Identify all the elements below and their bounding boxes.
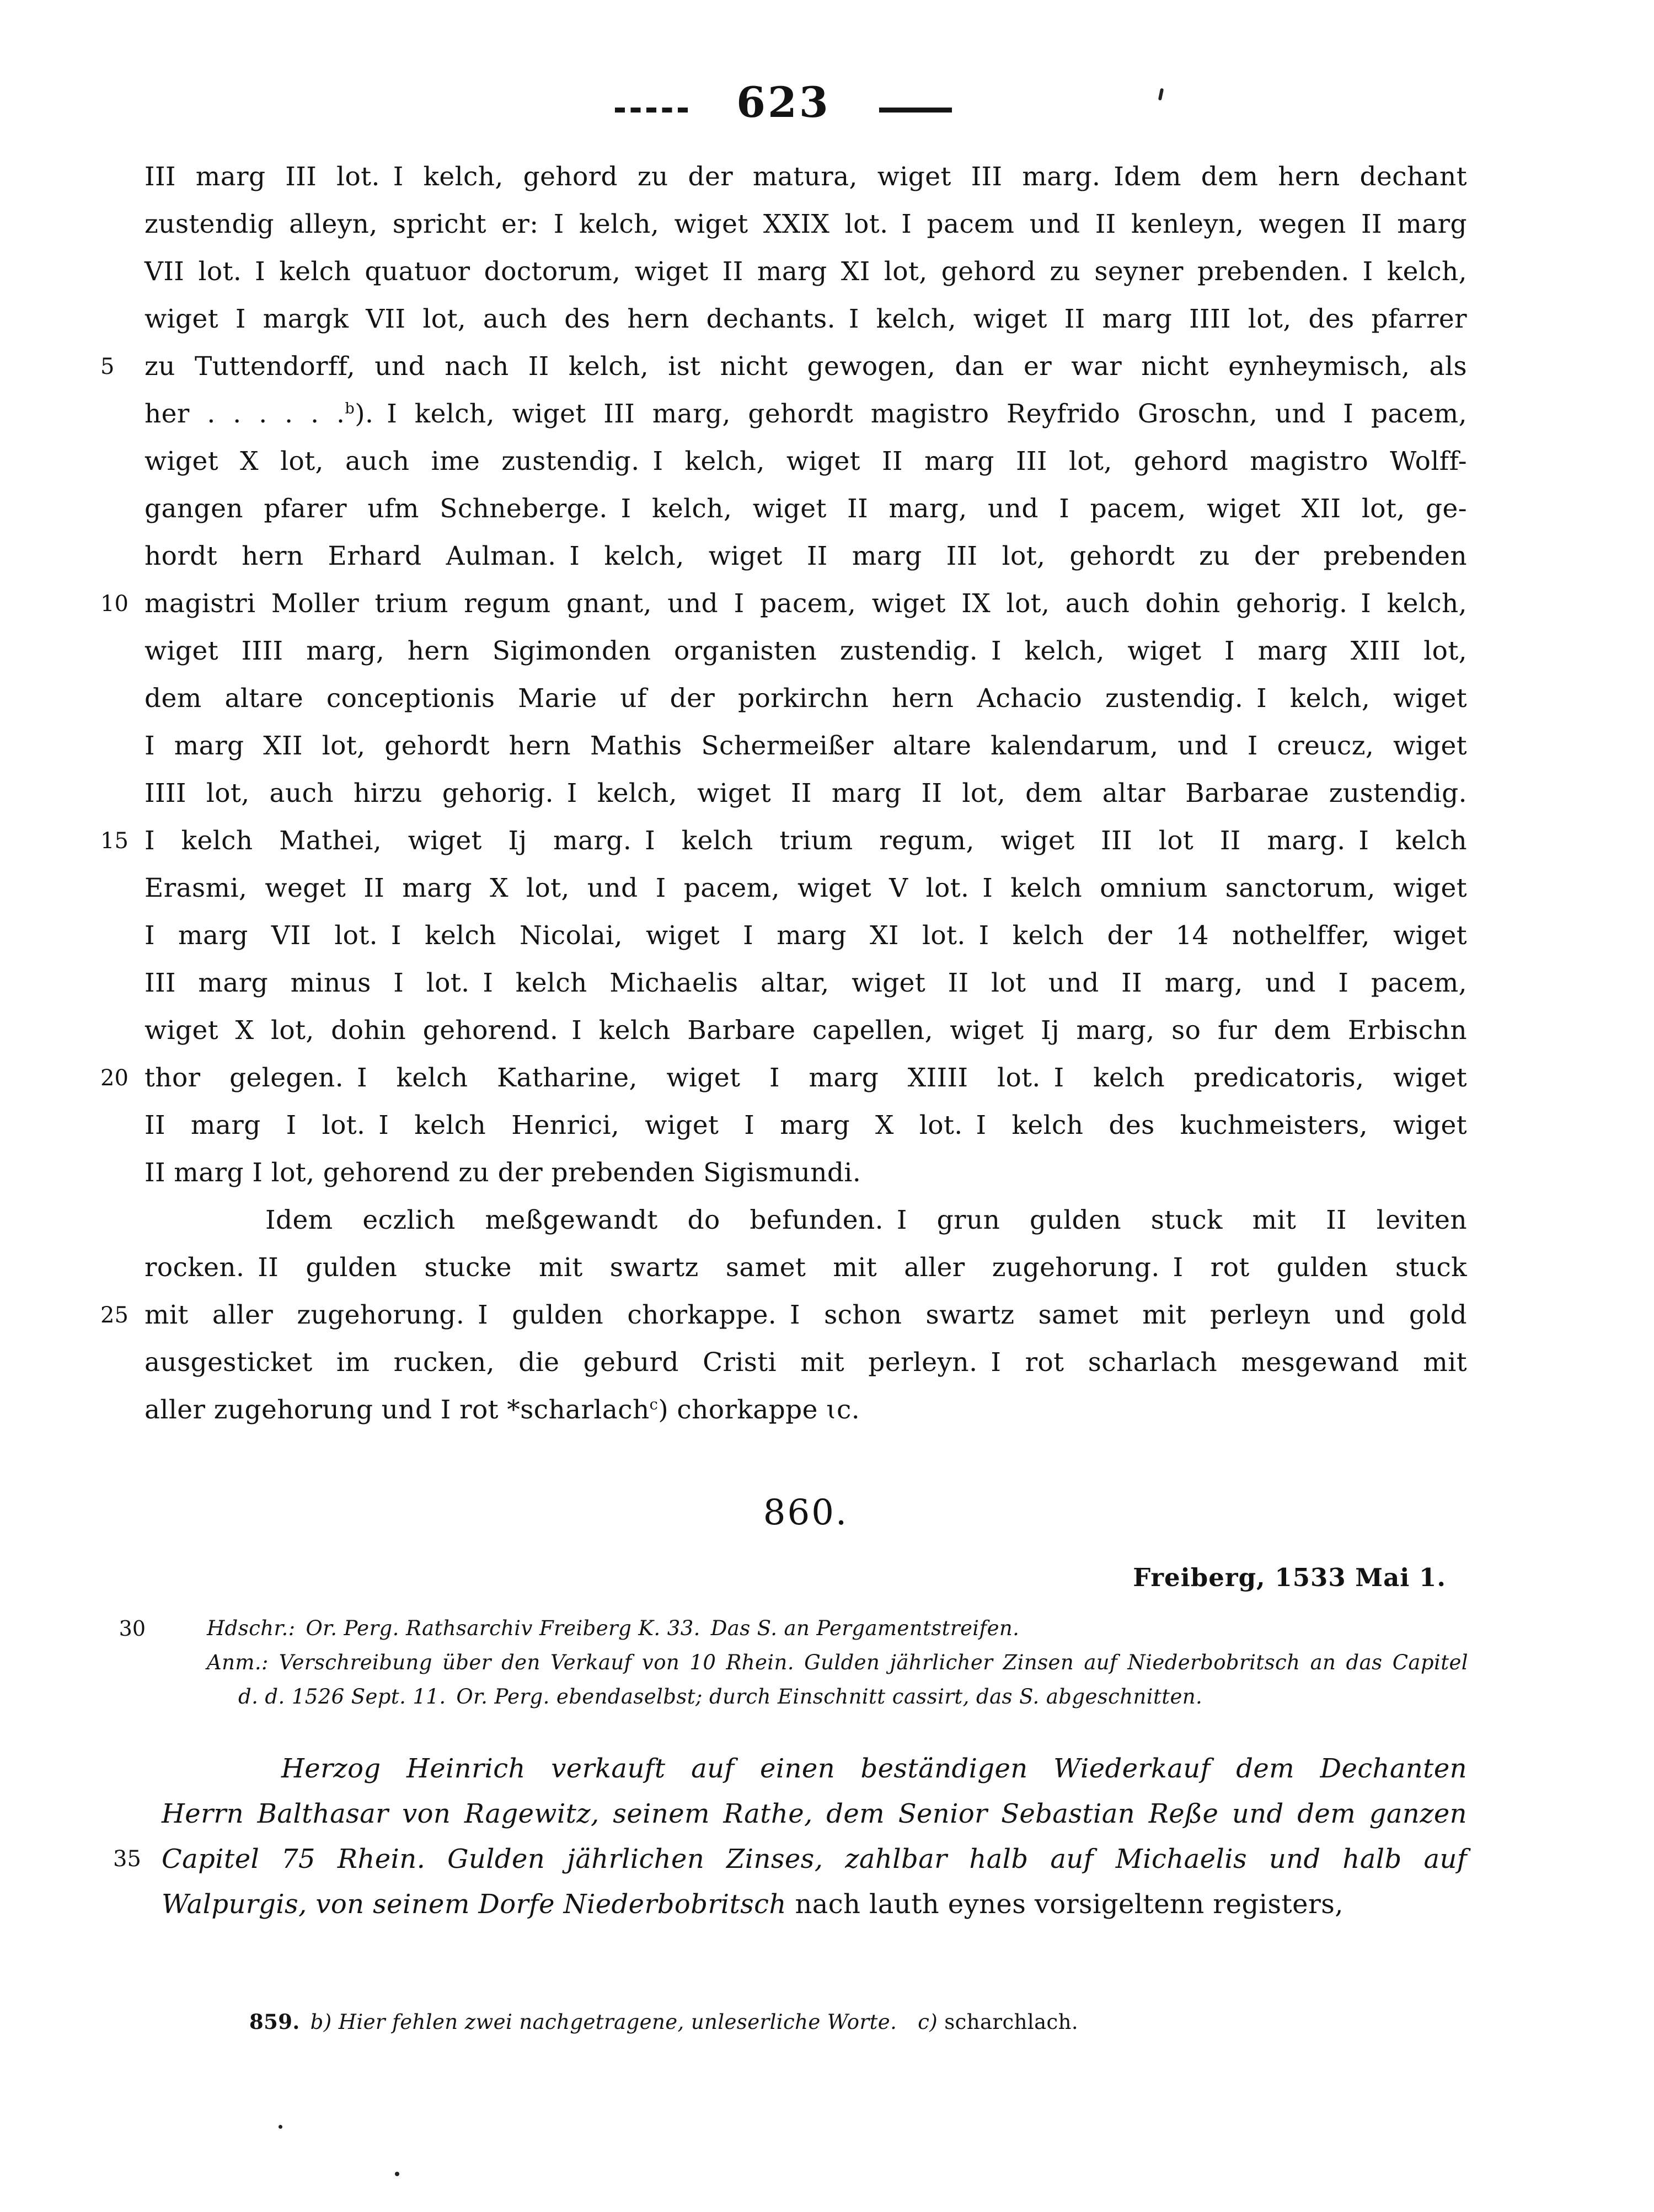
text-line [144, 248, 1467, 296]
line-text: VII lot. I kelch quatuor doctorum, wiget II marg XI lot, gehord zu seyner prebenden. I kelch, [144, 256, 1467, 287]
text-line [162, 1746, 1467, 1791]
text-line [144, 675, 1467, 722]
line-text: I marg VII lot. I kelch Nicolai, wiget I marg XI lot. I kelch der 14 nothelffer, wiget [144, 920, 1467, 951]
footnote-marker: c [649, 1396, 659, 1413]
scan-artifact [279, 2125, 282, 2129]
line-text: c) [918, 2010, 945, 2034]
margin-line-number: 20 [100, 1065, 129, 1091]
text-line [144, 1386, 1467, 1434]
footnote [249, 2006, 1463, 2038]
margin-line-number: 30 [119, 1616, 146, 1641]
text-line [144, 296, 1467, 343]
line-text: d. d. 1526 Sept. 11. Or. Perg. ebendaselbst; durch Einschnitt cassirt, das S. abgeschnitten. [238, 1685, 1203, 1708]
line-text: wiget X lot, auch ime zustendig. I kelch, wiget II marg III lot, gehord magistro Wolff- [144, 446, 1467, 476]
line-text: dem altare conceptionis Marie uf der porkirchn hern Achacio zustendig. I kelch, wiget [144, 683, 1467, 714]
text-line [144, 1007, 1467, 1054]
line-text: I marg XII lot, gehordt hern Mathis Schermeißer altare kalendarum, und I creucz, wiget [144, 731, 1467, 761]
text-line [144, 1244, 1467, 1292]
text-line [144, 1339, 1467, 1386]
text-line [249, 2006, 1463, 2038]
text-line [207, 1646, 1468, 1680]
text-line [100, 1292, 1467, 1339]
line-text: rocken. II gulden stucke mit swartz samet mit aller zugehorung. I rot gulden stuck [144, 1252, 1467, 1283]
entry-dateline: Freiberg, 1533 Mai 1. [1133, 1563, 1446, 1592]
line-text: magistri Moller trium regum gnant, und I pacem, wiget IX lot, auch dohin gehorig. I kelch, [144, 588, 1467, 619]
line-text: IIII lot, auch hirzu gehorig. I kelch, wiget II marg II lot, dem altar Barbarae zustendig. [144, 778, 1467, 808]
text-line [144, 1102, 1467, 1149]
text-line [144, 390, 1467, 438]
line-text: 859. [249, 2010, 300, 2034]
line-text: II marg I lot, gehorend zu der prebenden Sigismundi. [144, 1158, 861, 1188]
line-text: Idem eczlich meßgewandt do befunden. I grun gulden stuck mit II leviten [265, 1205, 1467, 1235]
text-line [144, 628, 1467, 675]
line-text: mit aller zugehorung. I gulden chorkappe. I schon swartz samet mit perleyn und gold [144, 1300, 1467, 1330]
text-line [100, 817, 1467, 865]
line-text [897, 2010, 918, 2034]
line-text: aller zugehorung und I rot *scharlach [144, 1395, 650, 1425]
text-line [144, 201, 1467, 248]
line-text: zustendig alleyn, spricht er: I kelch, wiget XXIX lot. I pacem und II kenleyn, wegen II marg [144, 209, 1467, 239]
line-text: nach lauth eynes vorsigeltenn registers, [795, 1889, 1343, 1920]
line-text: Anm.: Verschreibung über den Verkauf von 10 Rhein. Gulden jährlicher Zinsen auf Niederbobritsch an das Capitel [207, 1651, 1468, 1674]
line-text: Herzog Heinrich verkauft auf einen beständigen Wiederkauf dem Dechanten [281, 1753, 1467, 1784]
text-line [144, 533, 1467, 580]
margin-line-number: 5 [100, 354, 115, 379]
text-line [144, 1197, 1467, 1244]
regest-summary [113, 1746, 1467, 1927]
line-text: b) Hier fehlen zwei nachgetragene, unleserliche Worte. [310, 2010, 897, 2034]
line-text: II marg I lot. I kelch Henrici, wiget I marg X lot. I kelch des kuchmeisters, wiget [144, 1110, 1467, 1140]
line-text: Walpurgis, von seinem Dorfe Niederbobritsch [162, 1889, 795, 1920]
text-line [113, 1836, 1467, 1882]
line-text: Herrn Balthasar von Ragewitz, seinem Rathe, dem Senior Sebastian Reße und dem ganzen [162, 1798, 1467, 1829]
text-line [144, 438, 1467, 485]
text-line [100, 343, 1467, 390]
line-text: wiget X lot, dohin gehorend. I kelch Barbare capellen, wiget Ij marg, so fur dem Erbischn [144, 1015, 1467, 1046]
line-text: thor gelegen. I kelch Katharine, wiget I marg XIIII lot. I kelch predicatoris, wiget [144, 1063, 1467, 1093]
margin-line-number: 35 [113, 1846, 141, 1872]
line-text: I kelch Mathei, wiget Ij marg. I kelch trium regum, wiget III lot II marg. I kelch [144, 826, 1467, 856]
footnote-marker: b [345, 400, 355, 417]
line-text: zu Tuttendorff, und nach II kelch, ist nicht gewogen, dan er war nicht eynheymisch, als [144, 351, 1467, 382]
text-line [144, 865, 1467, 912]
line-text: ausgesticket im rucken, die geburd Cristi mit perleyn. I rot scharlach mesgewand mit [144, 1347, 1467, 1378]
line-text: ) chorkappe ɩc. [658, 1395, 860, 1425]
header-rule-right [879, 108, 952, 113]
line-text: gangen pfarer ufm Schneberge. I kelch, wiget II marg, und I pacem, wiget XII lot, ge- [144, 494, 1467, 524]
line-text: Capitel 75 Rhein. Gulden jährlichen Zinses, zahlbar halb auf Michaelis und halb auf [162, 1844, 1467, 1874]
running-head [0, 78, 1610, 127]
margin-line-number: 10 [100, 591, 129, 617]
text-line [162, 1791, 1467, 1836]
main-text [100, 153, 1467, 1434]
scan-artifact [395, 2172, 399, 2176]
line-text: wiget IIII marg, hern Sigimonden organisten zustendig. I kelch, wiget I marg XIII lot, [144, 636, 1467, 666]
text-line [144, 1149, 1467, 1197]
line-text: her . . . . . . [144, 399, 345, 429]
text-line [207, 1680, 1468, 1714]
line-text: scharchlach. [944, 2010, 1079, 2034]
text-line [119, 1611, 1468, 1646]
line-text: hordt hern Erhard Aulman. I kelch, wiget II marg III lot, gehordt zu der prebenden [144, 541, 1467, 571]
header-rule-left [615, 108, 688, 113]
text-line [144, 153, 1467, 201]
text-line [144, 485, 1467, 533]
page-number: 623 [736, 78, 831, 127]
line-text: wiget I margk VII lot, auch des hern dechants. I kelch, wiget II marg IIII lot, des pfarrer [144, 304, 1467, 334]
margin-line-number: 25 [100, 1303, 129, 1328]
text-line [144, 722, 1467, 770]
apparatus-notes [119, 1611, 1468, 1714]
line-text: III marg III lot. I kelch, gehord zu der matura, wiget III marg. Idem dem hern dechant [144, 162, 1467, 192]
margin-line-number: 15 [100, 828, 129, 854]
text-line [144, 960, 1467, 1007]
entry-number: 860. [763, 1492, 849, 1533]
text-line [100, 580, 1467, 628]
line-text [300, 2010, 311, 2034]
line-text: ). I kelch, wiget III marg, gehordt magistro Reyfrido Groschn, und I pacem, [355, 399, 1467, 429]
line-text: Hdschr.: Or. Perg. Rathsarchiv Freiberg K. 33. Das S. an Pergamentstreifen. [207, 1616, 1020, 1640]
text-line [100, 1054, 1467, 1102]
text-line [144, 912, 1467, 960]
line-text: Erasmi, weget II marg X lot, und I pacem, wiget V lot. I kelch omnium sanctorum, wiget [144, 873, 1467, 903]
line-text: III marg minus I lot. I kelch Michaelis altar, wiget II lot und II marg, und I pacem, [144, 968, 1467, 998]
text-line [162, 1882, 1467, 1927]
text-line [144, 770, 1467, 817]
